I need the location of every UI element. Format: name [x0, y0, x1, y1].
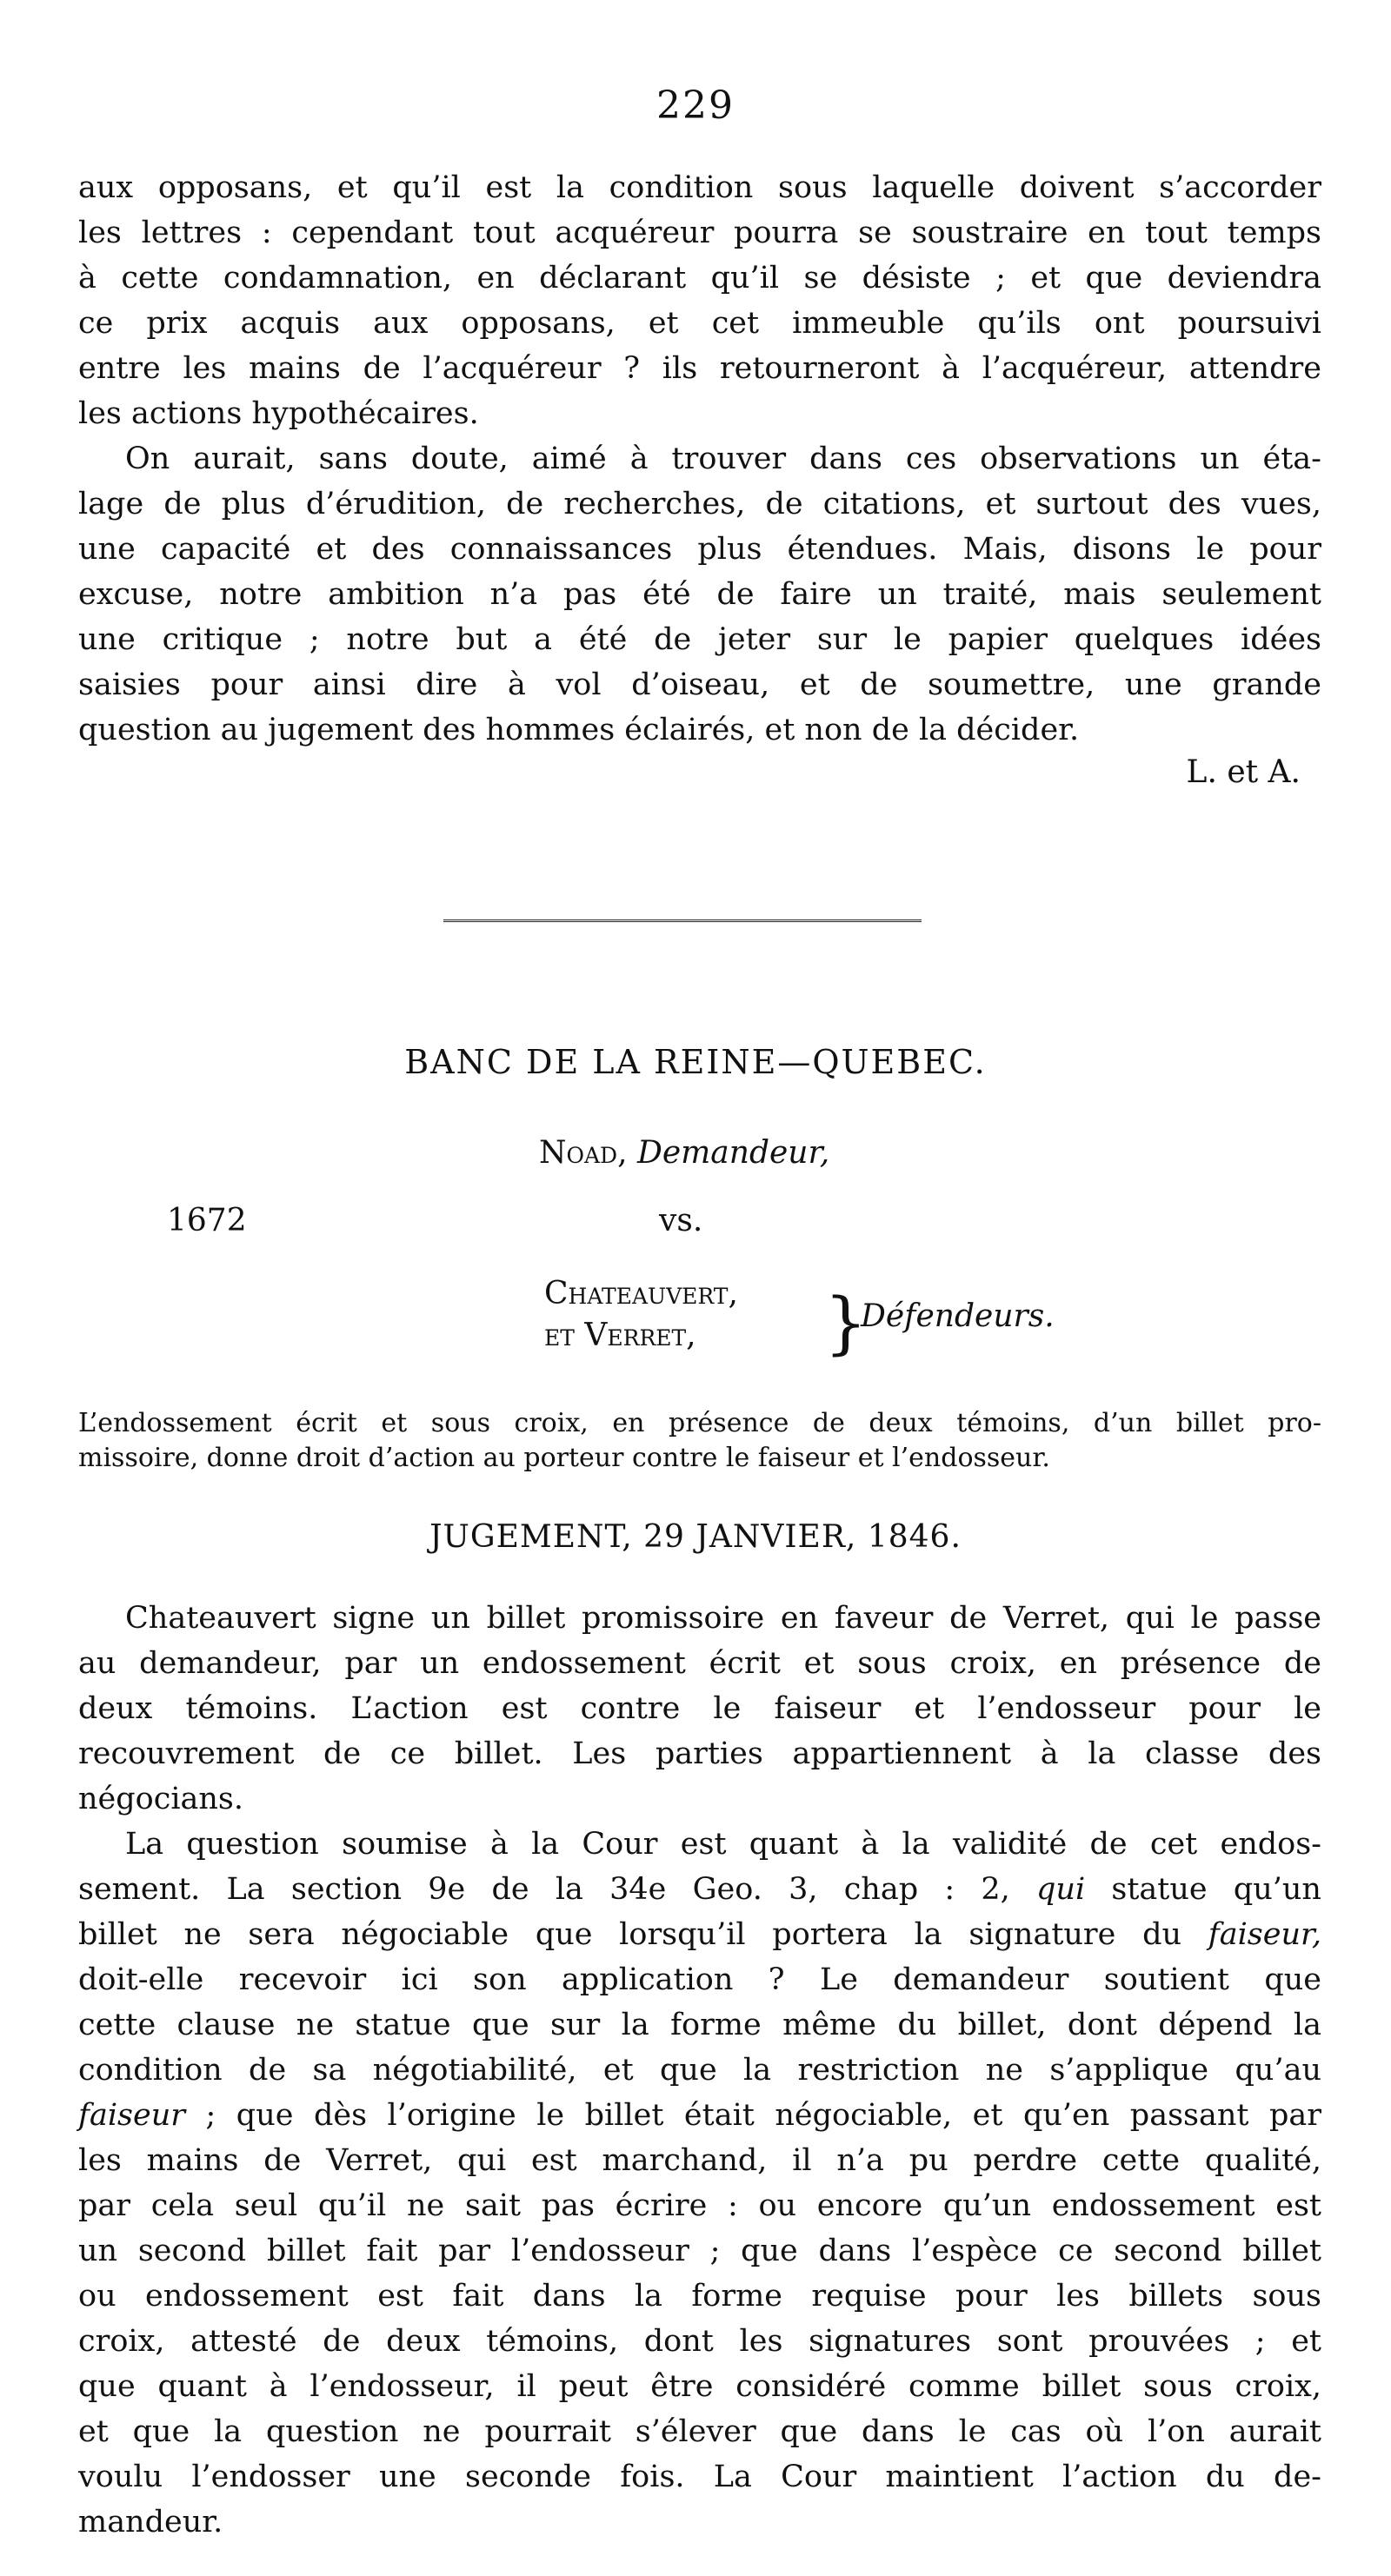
text-line: faiseur ; que dès l’origine le billet était négociable, et qu’en passant par	[78, 2098, 1321, 2133]
facts-paragraph	[78, 1596, 1321, 1822]
text-line: missoire, donne droit d’action au porteur contre le faiseur et l’endosseur.	[78, 1443, 1050, 1473]
text-line: négocians.	[78, 1782, 244, 1816]
text-line: entre les mains de l’acquéreur ? ils retourneront à l’acquéreur, attendre	[78, 351, 1321, 386]
text-line: doit-elle recevoir ici son application ? Le demandeur soutient que	[78, 1962, 1321, 1997]
text-line: par cela seul qu’il ne sait pas écrire : ou encore qu’un endossement est	[78, 2188, 1321, 2223]
text-line: et que la question ne pourrait s’élever que dans le cas où l’on aurait	[78, 2414, 1321, 2449]
defendant-2: et Verret,	[544, 1318, 696, 1353]
defendant-1: Chateauvert,	[544, 1276, 738, 1311]
court-heading: BANC DE LA REINE—QUEBEC.	[404, 1043, 987, 1081]
text-line: une critique ; notre but a été de jeter sur le papier quelques idées	[78, 622, 1321, 657]
text-line: question au jugement des hommes éclairés, et non de la décider.	[78, 713, 1080, 747]
text-line: L’endossement écrit et sous croix, en présence de deux témoins, d’un billet pro-	[78, 1408, 1321, 1438]
text-line: condition de sa négotiabilité, et que la restriction ne s’applique qu’au	[78, 2053, 1321, 2088]
text-line: les mains de Verret, qui est marchand, il n’a pu perdre cette qualité,	[78, 2143, 1321, 2178]
text-line: une capacité et des connaissances plus étendues. Mais, disons le pour	[78, 532, 1321, 567]
text-line: billet ne sera négociable que lorsqu’il portera la signature du faiseur,	[78, 1917, 1321, 1952]
plaintiff: Noad, Demandeur,	[539, 1135, 830, 1171]
text-line: recouvrement de ce billet. Les parties appartiennent à la classe des	[78, 1736, 1321, 1771]
text-line: que quant à l’endosseur, il peut être considéré comme billet sous croix,	[78, 2369, 1321, 2404]
judgment-date: JUGEMENT, 29 JANVIER, 1846.	[429, 1519, 962, 1555]
continued-paragraph	[78, 165, 1321, 753]
text-line: Chateauvert signe un billet promissoire en faveur de Verret, qui le passe	[125, 1601, 1321, 1636]
defendants-role: Défendeurs.	[861, 1298, 1055, 1334]
text-line: On aurait, sans doute, aimé à trouver dans ces observations un éta-	[125, 442, 1321, 476]
text-line: ou endossement est fait dans la forme requise pour les billets sous	[78, 2279, 1321, 2314]
text-line: au demandeur, par un endossement écrit et sous croix, en présence de	[78, 1646, 1321, 1681]
text-line: un second billet fait par l’endosseur ; que dans l’espèce ce second billet	[78, 2234, 1321, 2268]
text-line: deux témoins. L’action est contre le faiseur et l’endosseur pour le	[78, 1691, 1321, 1726]
text-line: à cette condamnation, en déclarant qu’il se désiste ; et que deviendra	[78, 261, 1321, 295]
text-line: les actions hypothécaires.	[78, 396, 479, 431]
brace-symbol: }	[824, 1285, 868, 1363]
versus: vs.	[659, 1203, 703, 1238]
plaintiff-name: Noad	[539, 1135, 618, 1171]
page-number: 229	[656, 83, 735, 128]
question-paragraph	[78, 1822, 1321, 2545]
text-line: mandeur.	[78, 2505, 223, 2539]
closing-paragraph	[78, 436, 1321, 753]
text-line: saisies pour ainsi dire à vol d’oiseau, et de soumettre, une grande	[78, 667, 1321, 702]
section-divider	[443, 920, 922, 922]
plaintiff-role: Demandeur,	[637, 1135, 830, 1171]
text-line: aux opposans, et qu’il est la condition sous laquelle doivent s’accorder	[78, 170, 1321, 205]
headnote	[78, 1406, 1321, 1476]
text-line: lage de plus d’érudition, de recherches, de citations, et surtout des vues,	[78, 487, 1321, 521]
text-line: sement. La section 9e de la 34e Geo. 3, chap : 2, qui statue qu’un	[78, 1872, 1321, 1907]
text-line: La question soumise à la Cour est quant à la validité de cet endos-	[125, 1827, 1321, 1862]
text-line: les lettres : cependant tout acquéreur pourra se soustraire en tout temps	[78, 216, 1321, 250]
case-number: 1672	[167, 1203, 247, 1238]
text-line: ce prix acquis aux opposans, et cet immeuble qu’ils ont poursuivi	[78, 306, 1321, 341]
text-line: cette clause ne statue que sur la forme même du billet, dont dépend la	[78, 2008, 1321, 2042]
case-body	[78, 1596, 1321, 2545]
text-line: croix, attesté de deux témoins, dont les signatures sont prouvées ; et	[78, 2324, 1321, 2359]
text-line: excuse, notre ambition n’a pas été de faire un traité, mais seulement	[78, 577, 1321, 612]
text-line: voulu l’endosser une seconde fois. La Cour maintient l’action du de-	[78, 2460, 1321, 2494]
signature: L. et A.	[1186, 754, 1301, 790]
